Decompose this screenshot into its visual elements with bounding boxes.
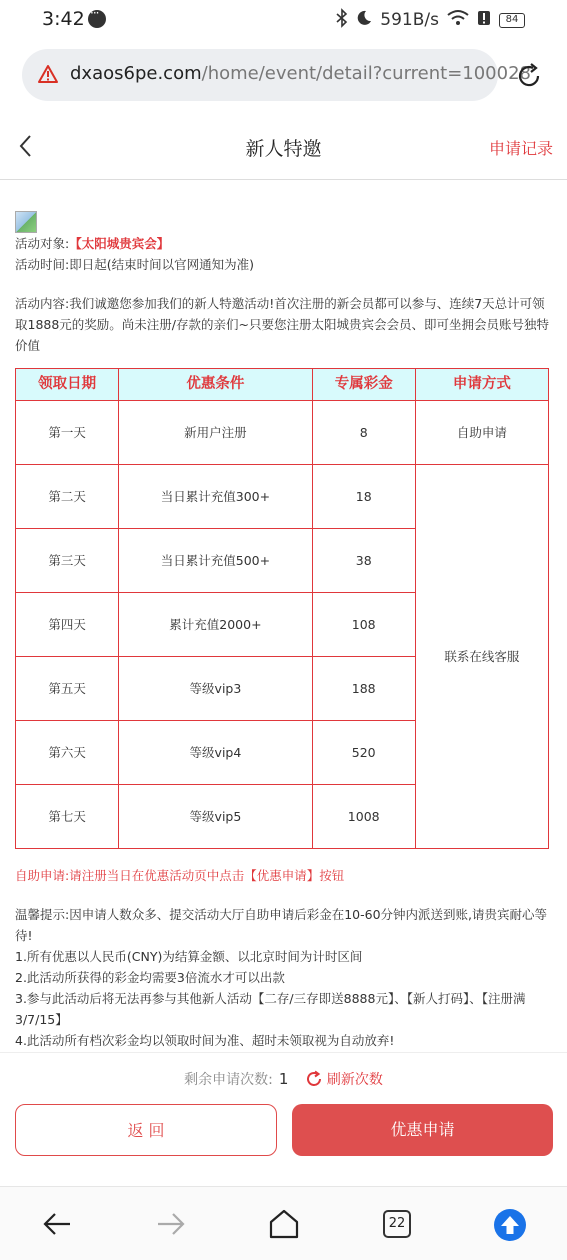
battery-icon: 84 bbox=[499, 13, 525, 28]
remaining-label: 剩余申请次数: bbox=[184, 1072, 273, 1088]
condition-cell: 当日累计充值300+ bbox=[119, 465, 312, 529]
remaining-count: 1 bbox=[278, 1070, 289, 1088]
self-apply-note: 自助申请:请注册当日在优惠活动页中点击【优惠申请】按钮 bbox=[15, 868, 345, 883]
target-label: 活动对象: bbox=[15, 236, 70, 251]
condition-cell: 当日累计充值500+ bbox=[119, 529, 312, 593]
apply-promotion-button[interactable]: 优惠申请 bbox=[292, 1104, 553, 1156]
table-header: 申请方式 bbox=[415, 369, 548, 401]
tips-title: 温馨提示:因申请人数众多、提交活动大厅自助申请后彩金在10-60分钟内派送到账,请贵宾耐心等待! bbox=[15, 907, 548, 943]
table-row bbox=[16, 401, 549, 465]
tip-item: 4.此活动所有档次彩金均以领取时间为准、超时未领取视为自动放弃! bbox=[15, 1033, 395, 1048]
refresh-count-link[interactable]: 刷新次数 bbox=[326, 1072, 383, 1088]
tip-item: 1.所有优惠以人民币(CNY)为结算金额、以北京时间为计时区间 bbox=[15, 949, 363, 964]
tip-item: 2.此活动所获得的彩金均需要3倍流水才可以出款 bbox=[15, 970, 285, 985]
bonus-cell: 520 bbox=[312, 721, 415, 785]
table-header: 专属彩金 bbox=[312, 369, 415, 401]
day-cell: 第三天 bbox=[16, 529, 119, 593]
page-header bbox=[0, 112, 567, 180]
url-host: dxaos6pe.com bbox=[70, 63, 202, 84]
application-record-link[interactable]: 申请记录 bbox=[488, 139, 553, 158]
page-title: 新人特邀 bbox=[245, 138, 322, 160]
bluetooth-icon bbox=[336, 9, 348, 31]
table-header-row bbox=[16, 369, 549, 401]
back-arrow-icon[interactable] bbox=[40, 1207, 74, 1241]
day-cell: 第四天 bbox=[16, 593, 119, 657]
bonus-cell: 188 bbox=[312, 657, 415, 721]
forward-arrow-icon[interactable] bbox=[154, 1207, 188, 1241]
method-cell-self: 自助申请 bbox=[415, 401, 548, 465]
condition-cell: 新用户注册 bbox=[119, 401, 312, 465]
scroll-up-icon[interactable] bbox=[494, 1209, 526, 1241]
wifi-icon bbox=[447, 10, 469, 30]
method-cell-service: 联系在线客服 bbox=[415, 465, 548, 849]
condition-cell: 等级vip5 bbox=[119, 785, 312, 849]
day-cell: 第五天 bbox=[16, 657, 119, 721]
browser-nav-bar bbox=[0, 1186, 567, 1260]
promo-table bbox=[15, 368, 549, 849]
remaining-count-row bbox=[0, 1069, 567, 1089]
time-line: 活动时间:即日起(结束时间以官网通知为准) bbox=[15, 257, 254, 272]
chat-notification-icon bbox=[88, 10, 106, 28]
return-button[interactable]: 返 回 bbox=[15, 1104, 277, 1156]
target-value: 【太阳城贵宾会】 bbox=[69, 236, 170, 251]
tabs-button[interactable]: 22 bbox=[383, 1210, 411, 1238]
condition-cell: 等级vip4 bbox=[119, 721, 312, 785]
alert-icon bbox=[477, 10, 491, 30]
home-icon[interactable] bbox=[267, 1207, 301, 1241]
reload-icon[interactable] bbox=[514, 61, 544, 91]
address-bar[interactable] bbox=[22, 49, 531, 101]
bonus-cell: 8 bbox=[312, 401, 415, 465]
bottom-action-panel bbox=[0, 1052, 567, 1185]
event-content[interactable] bbox=[15, 200, 552, 1052]
day-cell: 第一天 bbox=[16, 401, 119, 465]
bonus-cell: 18 bbox=[312, 465, 415, 529]
warning-icon[interactable] bbox=[38, 64, 58, 84]
moon-icon bbox=[356, 10, 372, 30]
status-indicators bbox=[336, 9, 525, 31]
network-speed: 591B/s bbox=[380, 10, 439, 30]
day-cell: 第二天 bbox=[16, 465, 119, 529]
url-text[interactable] bbox=[70, 63, 531, 84]
bonus-cell: 1008 bbox=[312, 785, 415, 849]
target-line bbox=[15, 233, 552, 254]
intro-text: 活动内容:我们诚邀您参加我们的新人特邀活动!首次注册的新会员都可以参与、连续7天总计可领取1888元的奖励。尚未注册/存款的亲们~只要您注册太阳城贵宾会会员、即可坐拥会员账号独特价值 bbox=[15, 296, 549, 353]
condition-cell: 等级vip3 bbox=[119, 657, 312, 721]
bonus-cell: 38 bbox=[312, 529, 415, 593]
refresh-icon[interactable] bbox=[305, 1070, 323, 1088]
table-row bbox=[16, 465, 549, 529]
url-path: /home/event/detail?current=100028 bbox=[201, 63, 531, 84]
day-cell: 第六天 bbox=[16, 721, 119, 785]
status-bar bbox=[0, 0, 567, 40]
tip-item: 3.参与此活动后将无法再参与其他新人活动【二存/三存即送8888元】、【新人打码】、【注册满3/7/15】 bbox=[15, 991, 526, 1027]
table-header: 领取日期 bbox=[16, 369, 119, 401]
status-time: 3:42 bbox=[42, 8, 85, 30]
bonus-cell: 108 bbox=[312, 593, 415, 657]
day-cell: 第七天 bbox=[16, 785, 119, 849]
table-header: 优惠条件 bbox=[119, 369, 312, 401]
condition-cell: 累计充值2000+ bbox=[119, 593, 312, 657]
broken-image-icon bbox=[15, 211, 37, 233]
